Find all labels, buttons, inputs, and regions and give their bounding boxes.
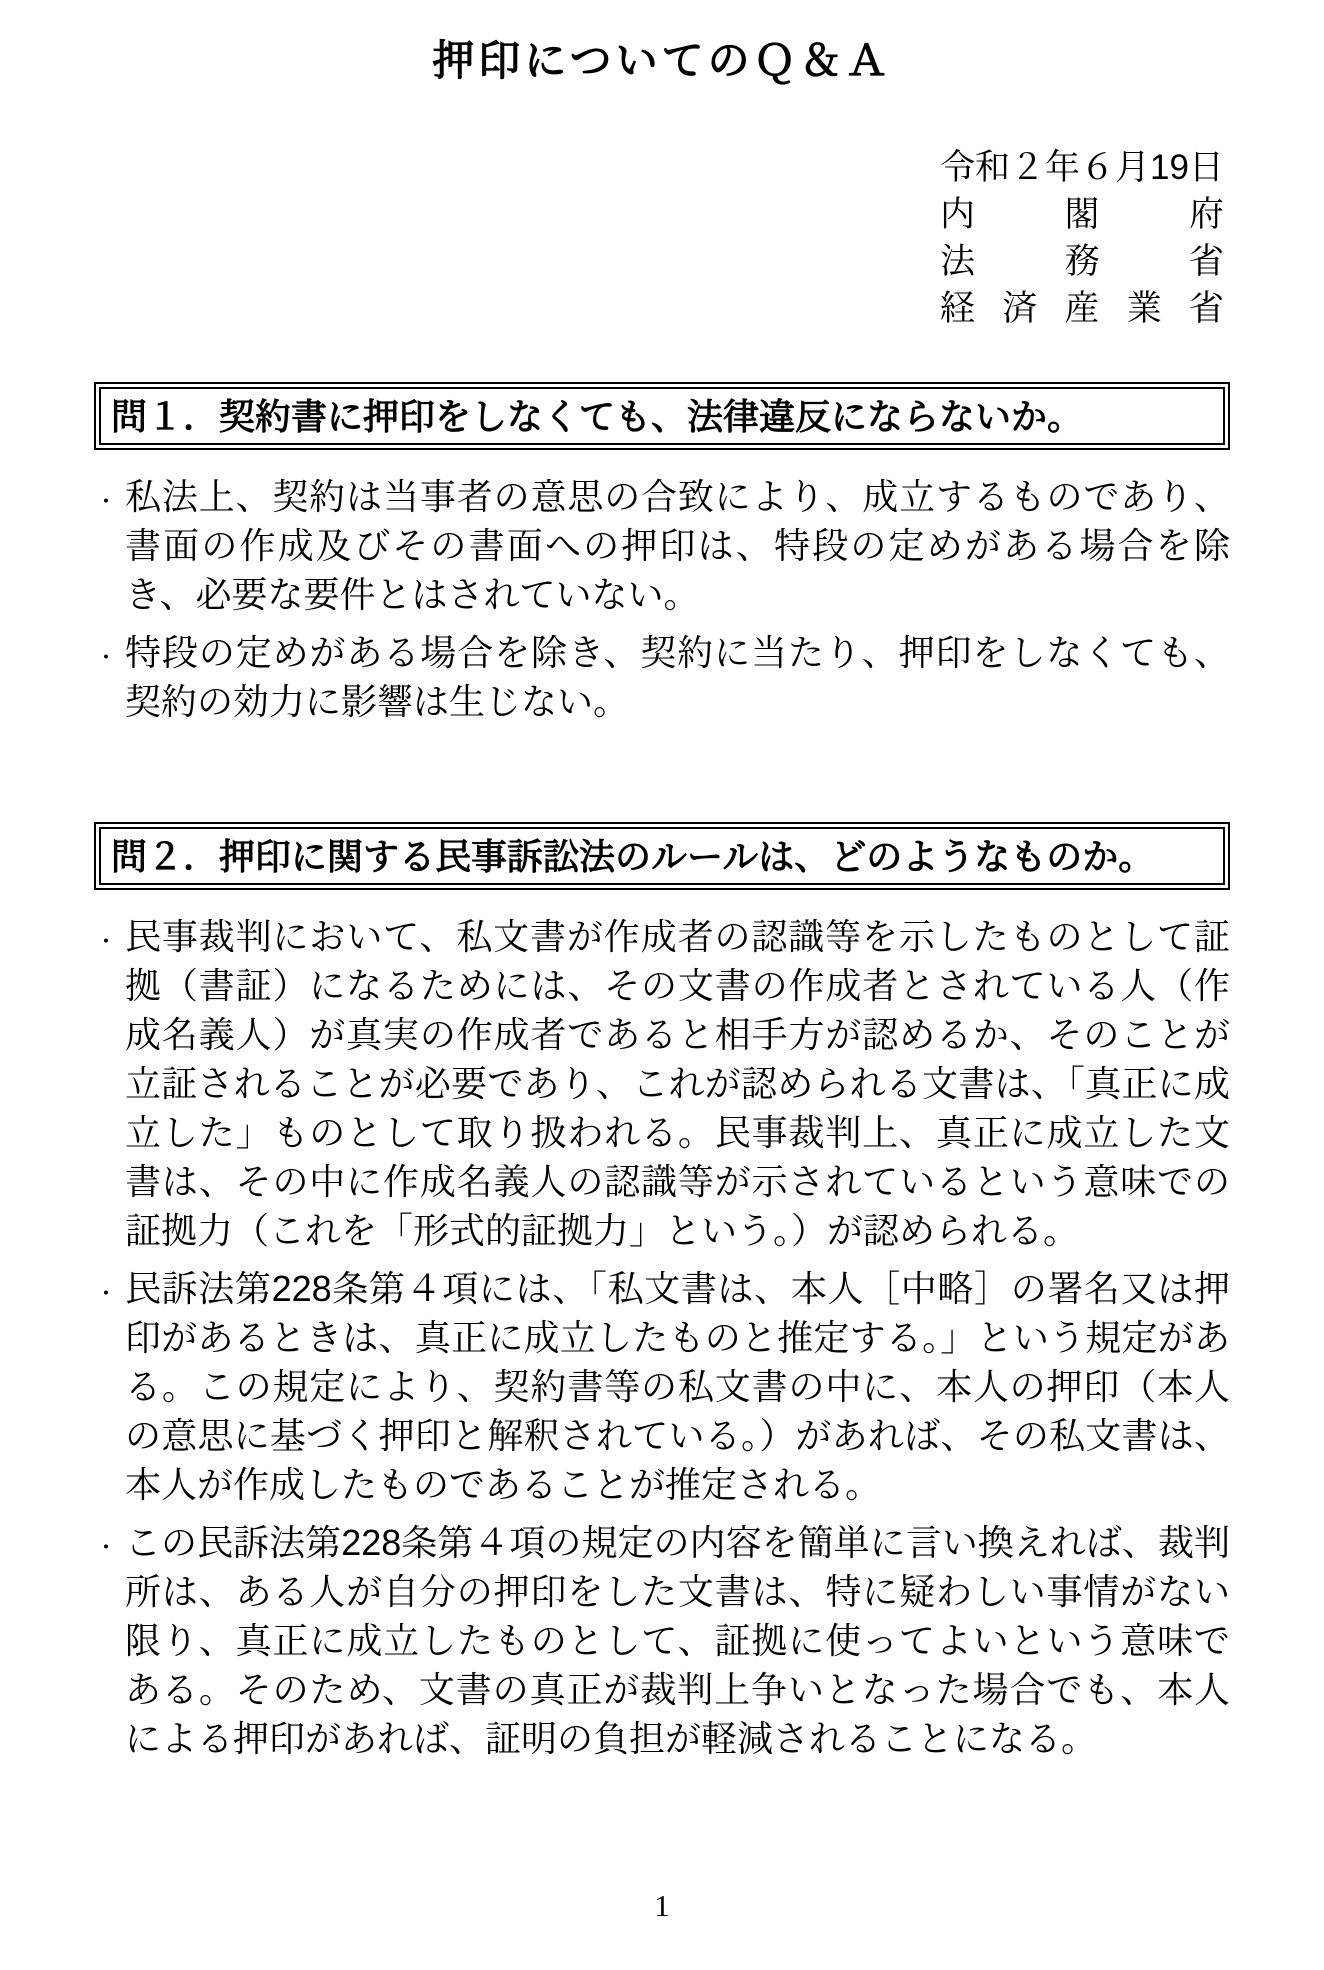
question-1-heading: 問１．契約書に押印をしなくても、法律違反にならないか。 — [99, 387, 1225, 445]
page-title: 押印についてのＱ＆Ａ — [432, 37, 892, 84]
date-agency-block — [940, 144, 1224, 332]
list-item — [94, 912, 1230, 1255]
question-2-heading: 問２．押印に関する民事訴訟法のルールは、どのようなものか。 — [99, 827, 1225, 885]
list-item — [94, 1264, 1230, 1509]
agency-char: 省 — [1188, 289, 1224, 328]
agency-meti — [940, 285, 1224, 332]
agency-ministry-of-justice — [940, 238, 1224, 285]
bullet-dot: ・ — [95, 1535, 118, 1560]
bullet-text: 私法上、契約は当事者の意思の合致により、成立するものであり、書面の作成及びその書面への押印は、特段の定めがある場合を除き、必要な要件とはされていない。 — [125, 476, 1230, 615]
agency-char: 務 — [1064, 242, 1100, 281]
list-item — [94, 472, 1230, 619]
agency-char: 業 — [1126, 289, 1162, 328]
bullet-dot: ・ — [95, 1281, 118, 1306]
agency-char: 済 — [1002, 289, 1038, 328]
agency-char: 省 — [1188, 242, 1224, 281]
bullet-dot: ・ — [95, 929, 118, 954]
agency-char: 閣 — [1064, 195, 1100, 234]
agency-char: 府 — [1188, 195, 1224, 234]
question-2-section — [94, 822, 1230, 1763]
question-2-box — [94, 822, 1230, 890]
agency-char: 経 — [940, 289, 976, 328]
agency-char: 内 — [940, 195, 976, 234]
bullet-text: 民訴法第228条第４項には、「私文書は、本人［中略］の署名又は押印があるときは、真正に成立したものと推定する。」という規定がある。この規定により、契約書等の私文書の中に、本人の押印（本人の意思に基づく押印と解釈されている。）があれば、その私文書は、本人が作成したものであることが推定される。 — [125, 1268, 1230, 1505]
page-number: 1 — [654, 1888, 670, 1923]
bullet-text: 特段の定めがある場合を除き、契約に当たり、押印をしなくても、契約の効力に影響は生じない。 — [125, 632, 1230, 722]
list-item — [94, 628, 1230, 726]
list-item — [94, 1518, 1230, 1763]
agency-char: 法 — [940, 242, 976, 281]
document-date: 令和２年６月19日 — [940, 148, 1224, 187]
bullet-text: 民事裁判において、私文書が作成者の認識等を示したものとして証拠（書証）になるためには、その文書の作成者とされている人（作成名義人）が真実の作成者であると相手方が認めるか、そのことが立証されることが必要であり、これが認められる文書は、「真正に成立した」ものとして取り扱われる。民事裁判上、真正に成立した文書は、その中に作成名義人の認識等が示されているという意味での証拠力（これを「形式的証拠力」という。）が認められる。 — [125, 916, 1230, 1251]
question-1-box — [94, 382, 1230, 450]
question-2-answer-list — [94, 912, 1230, 1763]
bullet-dot: ・ — [95, 645, 118, 670]
question-1-answer-list — [94, 472, 1230, 726]
bullet-text: この民訴法第228条第４項の規定の内容を簡単に言い換えれば、裁判所は、ある人が自分の押印をした文書は、特に疑わしい事情がない限り、真正に成立したものとして、証拠に使ってよいという意味である。そのため、文書の真正が裁判上争いとなった場合でも、本人による押印があれば、証明の負担が軽減されることになる。 — [125, 1522, 1230, 1759]
agency-cabinet-office — [940, 191, 1224, 238]
bullet-dot: ・ — [95, 489, 118, 514]
agency-char: 産 — [1064, 289, 1100, 328]
question-1-section — [94, 382, 1230, 726]
